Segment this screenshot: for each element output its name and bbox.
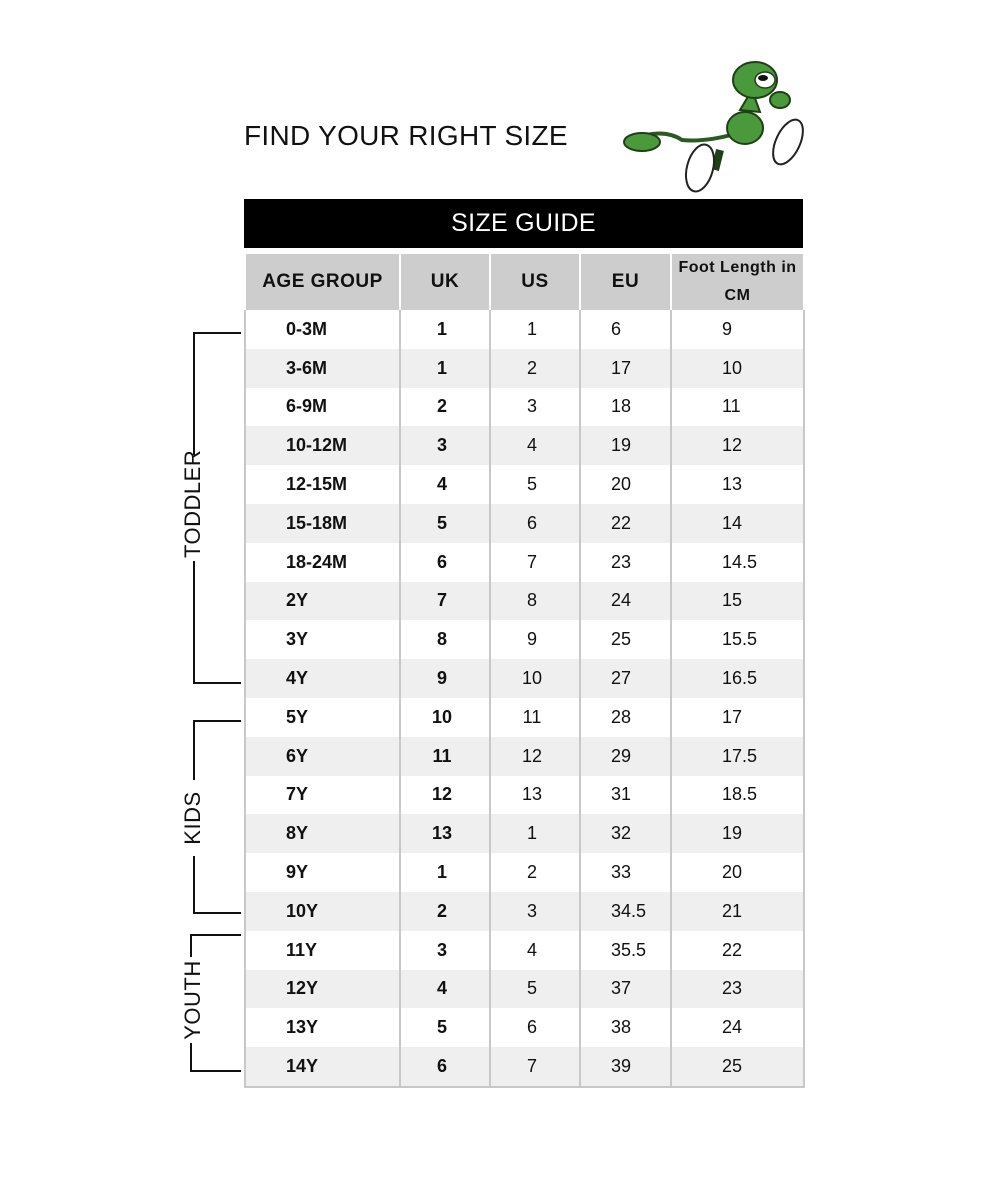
eu-size-cell: 19 — [580, 426, 671, 465]
age-cell: 2Y — [245, 582, 400, 621]
us-size-cell: 10 — [490, 659, 580, 698]
eu-size-cell: 35.5 — [580, 931, 671, 970]
uk-size-cell: 12 — [400, 776, 490, 815]
eu-size-cell: 20 — [580, 465, 671, 504]
foot-length-cell: 25 — [671, 1047, 804, 1087]
us-size-cell: 11 — [490, 698, 580, 737]
uk-size-cell: 4 — [400, 970, 490, 1009]
us-size-cell: 7 — [490, 1047, 580, 1087]
table-row — [245, 426, 804, 465]
eu-size-cell: 18 — [580, 388, 671, 427]
table-row — [245, 814, 804, 853]
eu-size-cell: 24 — [580, 582, 671, 621]
age-cell: 12-15M — [245, 465, 400, 504]
uk-size-cell: 7 — [400, 582, 490, 621]
age-cell: 11Y — [245, 931, 400, 970]
foot-length-cell: 16.5 — [671, 659, 804, 698]
table-row — [245, 543, 804, 582]
foot-length-cell: 17.5 — [671, 737, 804, 776]
eu-size-cell: 27 — [580, 659, 671, 698]
uk-size-cell: 3 — [400, 931, 490, 970]
age-cell: 18-24M — [245, 543, 400, 582]
us-size-cell: 2 — [490, 853, 580, 892]
us-size-cell: 6 — [490, 504, 580, 543]
us-size-cell: 5 — [490, 465, 580, 504]
table-row — [245, 1047, 804, 1087]
uk-size-cell: 6 — [400, 543, 490, 582]
uk-size-cell: 10 — [400, 698, 490, 737]
age-cell: 6-9M — [245, 388, 400, 427]
table-row — [245, 853, 804, 892]
column-header-foot-length: Foot Length in CM — [671, 254, 804, 310]
table-row — [245, 892, 804, 931]
age-cell: 3-6M — [245, 349, 400, 388]
uk-size-cell: 4 — [400, 465, 490, 504]
us-size-cell: 4 — [490, 931, 580, 970]
us-size-cell: 12 — [490, 737, 580, 776]
group-label-youth: YOUTH — [180, 957, 206, 1043]
uk-size-cell: 8 — [400, 620, 490, 659]
uk-size-cell: 1 — [400, 349, 490, 388]
uk-size-cell: 9 — [400, 659, 490, 698]
age-cell: 7Y — [245, 776, 400, 815]
foot-length-cell: 24 — [671, 1008, 804, 1047]
foot-length-cell: 22 — [671, 931, 804, 970]
uk-size-cell: 1 — [400, 853, 490, 892]
table-row — [245, 698, 804, 737]
table-row — [245, 737, 804, 776]
us-size-cell: 9 — [490, 620, 580, 659]
uk-size-cell: 2 — [400, 892, 490, 931]
eu-size-cell: 34.5 — [580, 892, 671, 931]
age-cell: 10Y — [245, 892, 400, 931]
uk-size-cell: 13 — [400, 814, 490, 853]
foot-length-cell: 20 — [671, 853, 804, 892]
group-label-kids: KIDS — [180, 780, 206, 856]
eu-size-cell: 29 — [580, 737, 671, 776]
uk-size-cell: 6 — [400, 1047, 490, 1087]
foot-length-cell: 15 — [671, 582, 804, 621]
foot-length-cell: 17 — [671, 698, 804, 737]
us-size-cell: 8 — [490, 582, 580, 621]
us-size-cell: 3 — [490, 892, 580, 931]
foot-length-cell: 13 — [671, 465, 804, 504]
table-header-row — [245, 254, 804, 310]
table-row — [245, 931, 804, 970]
table-row — [245, 349, 804, 388]
eu-size-cell: 17 — [580, 349, 671, 388]
age-cell: 6Y — [245, 737, 400, 776]
foot-length-cell: 19 — [671, 814, 804, 853]
eu-size-cell: 39 — [580, 1047, 671, 1087]
age-cell: 13Y — [245, 1008, 400, 1047]
eu-size-cell: 33 — [580, 853, 671, 892]
foot-length-cell: 15.5 — [671, 620, 804, 659]
column-header-eu: EU — [580, 254, 671, 310]
foot-length-cell: 21 — [671, 892, 804, 931]
table-row — [245, 776, 804, 815]
table-row — [245, 310, 804, 349]
age-cell: 15-18M — [245, 504, 400, 543]
column-header-uk: UK — [400, 254, 490, 310]
column-header-age-group: AGE GROUP — [245, 254, 400, 310]
eu-size-cell: 23 — [580, 543, 671, 582]
age-cell: 5Y — [245, 698, 400, 737]
table-row — [245, 504, 804, 543]
eu-size-cell: 38 — [580, 1008, 671, 1047]
group-label-toddler: TODDLER — [180, 455, 206, 561]
table-row — [245, 582, 804, 621]
us-size-cell: 1 — [490, 814, 580, 853]
age-cell: 9Y — [245, 853, 400, 892]
size-guide-banner: SIZE GUIDE — [244, 199, 803, 248]
foot-length-cell: 14 — [671, 504, 804, 543]
uk-size-cell: 5 — [400, 504, 490, 543]
table-row — [245, 1008, 804, 1047]
eu-size-cell: 32 — [580, 814, 671, 853]
foot-length-cell: 12 — [671, 426, 804, 465]
table-row — [245, 970, 804, 1009]
foot-length-cell: 14.5 — [671, 543, 804, 582]
eu-size-cell: 25 — [580, 620, 671, 659]
uk-size-cell: 1 — [400, 310, 490, 349]
uk-size-cell: 5 — [400, 1008, 490, 1047]
us-size-cell: 7 — [490, 543, 580, 582]
age-cell: 0-3M — [245, 310, 400, 349]
us-size-cell: 1 — [490, 310, 580, 349]
eu-size-cell: 6 — [580, 310, 671, 349]
eu-size-cell: 31 — [580, 776, 671, 815]
foot-length-cell: 10 — [671, 349, 804, 388]
us-size-cell: 2 — [490, 349, 580, 388]
us-size-cell: 5 — [490, 970, 580, 1009]
age-cell: 4Y — [245, 659, 400, 698]
foot-length-cell: 9 — [671, 310, 804, 349]
age-cell: 10-12M — [245, 426, 400, 465]
us-size-cell: 3 — [490, 388, 580, 427]
eu-size-cell: 37 — [580, 970, 671, 1009]
us-size-cell: 6 — [490, 1008, 580, 1047]
us-size-cell: 13 — [490, 776, 580, 815]
running-cat-mascot-icon — [620, 50, 805, 195]
size-table — [244, 254, 805, 1088]
table-row — [245, 465, 804, 504]
eu-size-cell: 22 — [580, 504, 671, 543]
table-row — [245, 659, 804, 698]
age-cell: 14Y — [245, 1047, 400, 1087]
us-size-cell: 4 — [490, 426, 580, 465]
foot-length-cell: 18.5 — [671, 776, 804, 815]
table-row — [245, 620, 804, 659]
foot-length-cell: 23 — [671, 970, 804, 1009]
foot-length-cell: 11 — [671, 388, 804, 427]
age-cell: 3Y — [245, 620, 400, 659]
age-cell: 8Y — [245, 814, 400, 853]
column-header-us: US — [490, 254, 580, 310]
uk-size-cell: 2 — [400, 388, 490, 427]
eu-size-cell: 28 — [580, 698, 671, 737]
age-cell: 12Y — [245, 970, 400, 1009]
page-title: FIND YOUR RIGHT SIZE — [244, 120, 568, 151]
uk-size-cell: 11 — [400, 737, 490, 776]
table-row — [245, 388, 804, 427]
uk-size-cell: 3 — [400, 426, 490, 465]
